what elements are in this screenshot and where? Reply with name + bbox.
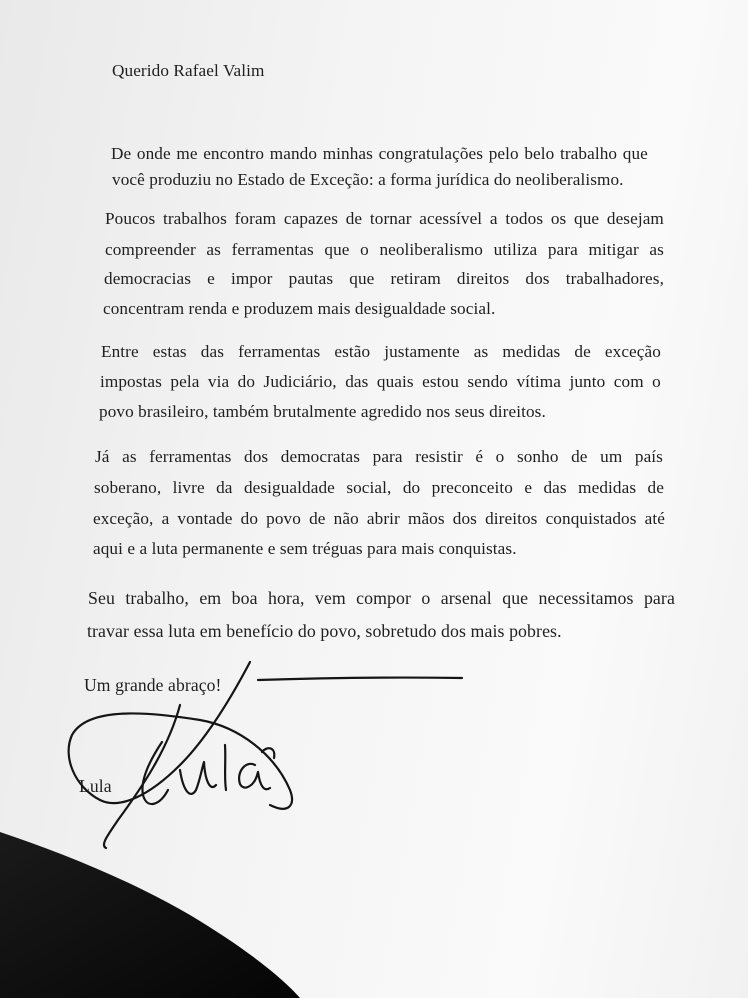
word: impostas xyxy=(100,372,162,391)
word: mando xyxy=(269,144,318,163)
word: para xyxy=(372,447,403,466)
word: neoliberalismo xyxy=(379,240,483,259)
word: mãos xyxy=(407,509,445,528)
word: trabalho xyxy=(559,144,618,163)
word: das xyxy=(200,342,224,361)
salutation: Querido Rafael Valim xyxy=(112,61,265,80)
word: dos xyxy=(452,509,477,528)
paragraph-3-line-1 xyxy=(101,341,661,363)
word: direitos xyxy=(485,509,538,528)
word: que xyxy=(324,240,350,259)
word: democratas xyxy=(280,447,361,466)
word: exceção xyxy=(604,342,661,361)
word: compor xyxy=(356,588,412,608)
word: conquistados xyxy=(545,509,637,528)
word: arsenal xyxy=(440,588,492,608)
word: povo xyxy=(266,509,301,528)
paragraph-5-line-2: travar essa luta em benefício do povo, sobretudo dos mais pobres. xyxy=(87,621,562,641)
word: acessível xyxy=(419,209,483,228)
word: de xyxy=(571,447,588,466)
word: tornar xyxy=(369,209,412,228)
word: pautas xyxy=(288,269,334,288)
word: ferramentas xyxy=(238,342,321,361)
word: desigualdade xyxy=(243,478,335,497)
paragraph-4-line-3 xyxy=(93,508,665,530)
paragraph-4-line-2 xyxy=(94,477,664,499)
word: de xyxy=(574,342,591,361)
word: a xyxy=(489,209,498,228)
word: resistir xyxy=(415,447,463,466)
word: país xyxy=(634,447,663,466)
word: impor xyxy=(230,269,273,288)
paragraph-2-line-3 xyxy=(104,268,664,290)
word: compreender xyxy=(105,240,196,259)
word: de xyxy=(309,509,326,528)
word: do xyxy=(240,509,259,528)
word: trabalhadores, xyxy=(565,269,664,288)
paragraph-3-line-2 xyxy=(100,371,661,393)
word: justamente xyxy=(384,342,460,361)
word: exceção, xyxy=(93,509,154,528)
word: sonho xyxy=(516,447,559,466)
word: me xyxy=(176,144,198,163)
word: junto xyxy=(569,372,606,391)
word: vítima xyxy=(516,372,561,391)
word: com xyxy=(613,372,644,391)
word: das xyxy=(345,372,369,391)
word: estão xyxy=(334,342,371,361)
word: a xyxy=(161,509,170,528)
word: utiliza xyxy=(493,240,538,259)
word: pela xyxy=(170,372,200,391)
paragraph-4-line-4: aqui e a luta permanente e sem tréguas para mais conquistas. xyxy=(93,539,517,558)
word: medidas xyxy=(578,478,637,497)
word: encontro xyxy=(203,144,265,163)
word: os xyxy=(550,209,567,228)
word: estas xyxy=(152,342,187,361)
paragraph-3-line-3: povo brasileiro, também brutalmente agredido nos seus direitos. xyxy=(99,402,546,421)
word: congratulações xyxy=(378,144,484,163)
word: até xyxy=(644,509,665,528)
word: mitigar xyxy=(588,240,639,259)
word: preconceito xyxy=(431,478,513,497)
word: para xyxy=(643,588,675,608)
word: em xyxy=(199,588,222,608)
word: para xyxy=(547,240,578,259)
word: as xyxy=(649,240,664,259)
word: onde xyxy=(136,144,171,163)
word: um xyxy=(600,447,623,466)
word: retiram xyxy=(390,269,441,288)
word: pelo xyxy=(488,144,519,163)
word: Seu xyxy=(88,588,115,608)
word: vem xyxy=(314,588,346,608)
word: foram xyxy=(234,209,277,228)
word: Judiciário, xyxy=(263,372,337,391)
paragraph-1-line-2: você produziu no Estado de Exceção: a forma jurídica do neoliberalismo. xyxy=(112,170,624,189)
word: belo xyxy=(524,144,555,163)
word: da xyxy=(216,478,233,497)
word: dos xyxy=(244,447,269,466)
paragraph-2-line-1 xyxy=(105,208,664,230)
word: desejam xyxy=(606,209,664,228)
word: soberano, xyxy=(94,478,162,497)
word: democracias xyxy=(104,269,191,288)
word: o xyxy=(495,447,505,466)
word: e xyxy=(524,478,533,497)
word: direitos xyxy=(456,269,510,288)
word: estou xyxy=(422,372,459,391)
word: abrir xyxy=(366,509,400,528)
word: do xyxy=(402,478,421,497)
word: Poucos xyxy=(105,209,156,228)
word: De xyxy=(111,144,132,163)
word: trabalho, xyxy=(125,588,189,608)
signer-name: Lula xyxy=(79,776,112,796)
paragraph-2-line-4: concentram renda e produzem mais desigualdade social. xyxy=(103,299,496,318)
word: o xyxy=(360,240,369,259)
word: as xyxy=(473,342,489,361)
word: das xyxy=(543,478,567,497)
word: medidas xyxy=(502,342,561,361)
word: Entre xyxy=(101,342,139,361)
word: social, xyxy=(346,478,392,497)
word: o xyxy=(421,588,431,608)
word: boa xyxy=(231,588,258,608)
paragraph-2-line-2 xyxy=(105,239,664,261)
word: trabalhos xyxy=(162,209,227,228)
paragraph-4-line-1 xyxy=(95,446,663,468)
word: dos xyxy=(525,269,550,288)
word: as xyxy=(122,447,137,466)
word: Já xyxy=(95,447,110,466)
word: vontade xyxy=(177,509,233,528)
word: capazes xyxy=(283,209,339,228)
word: ferramentas xyxy=(149,447,232,466)
word: necessitamos xyxy=(538,588,634,608)
word: de xyxy=(647,478,664,497)
word: livre xyxy=(172,478,205,497)
word: do xyxy=(237,372,256,391)
word: não xyxy=(333,509,359,528)
closing-text: Um grande abraço! xyxy=(84,675,222,695)
word: via xyxy=(207,372,230,391)
word: que xyxy=(574,209,600,228)
paragraph-1-line-1 xyxy=(111,143,648,165)
word: é xyxy=(475,447,484,466)
word: as xyxy=(206,240,221,259)
word: hora, xyxy=(267,588,305,608)
word: e xyxy=(207,269,215,288)
word: que xyxy=(349,269,375,288)
word: ferramentas xyxy=(231,240,314,259)
word: o xyxy=(652,372,661,391)
word: que xyxy=(622,144,648,163)
word: sendo xyxy=(467,372,508,391)
word: que xyxy=(502,588,529,608)
word: de xyxy=(345,209,363,228)
word: minhas xyxy=(322,144,373,163)
word: quais xyxy=(376,372,414,391)
paragraph-5-line-1 xyxy=(88,587,675,609)
word: todos xyxy=(505,209,544,228)
